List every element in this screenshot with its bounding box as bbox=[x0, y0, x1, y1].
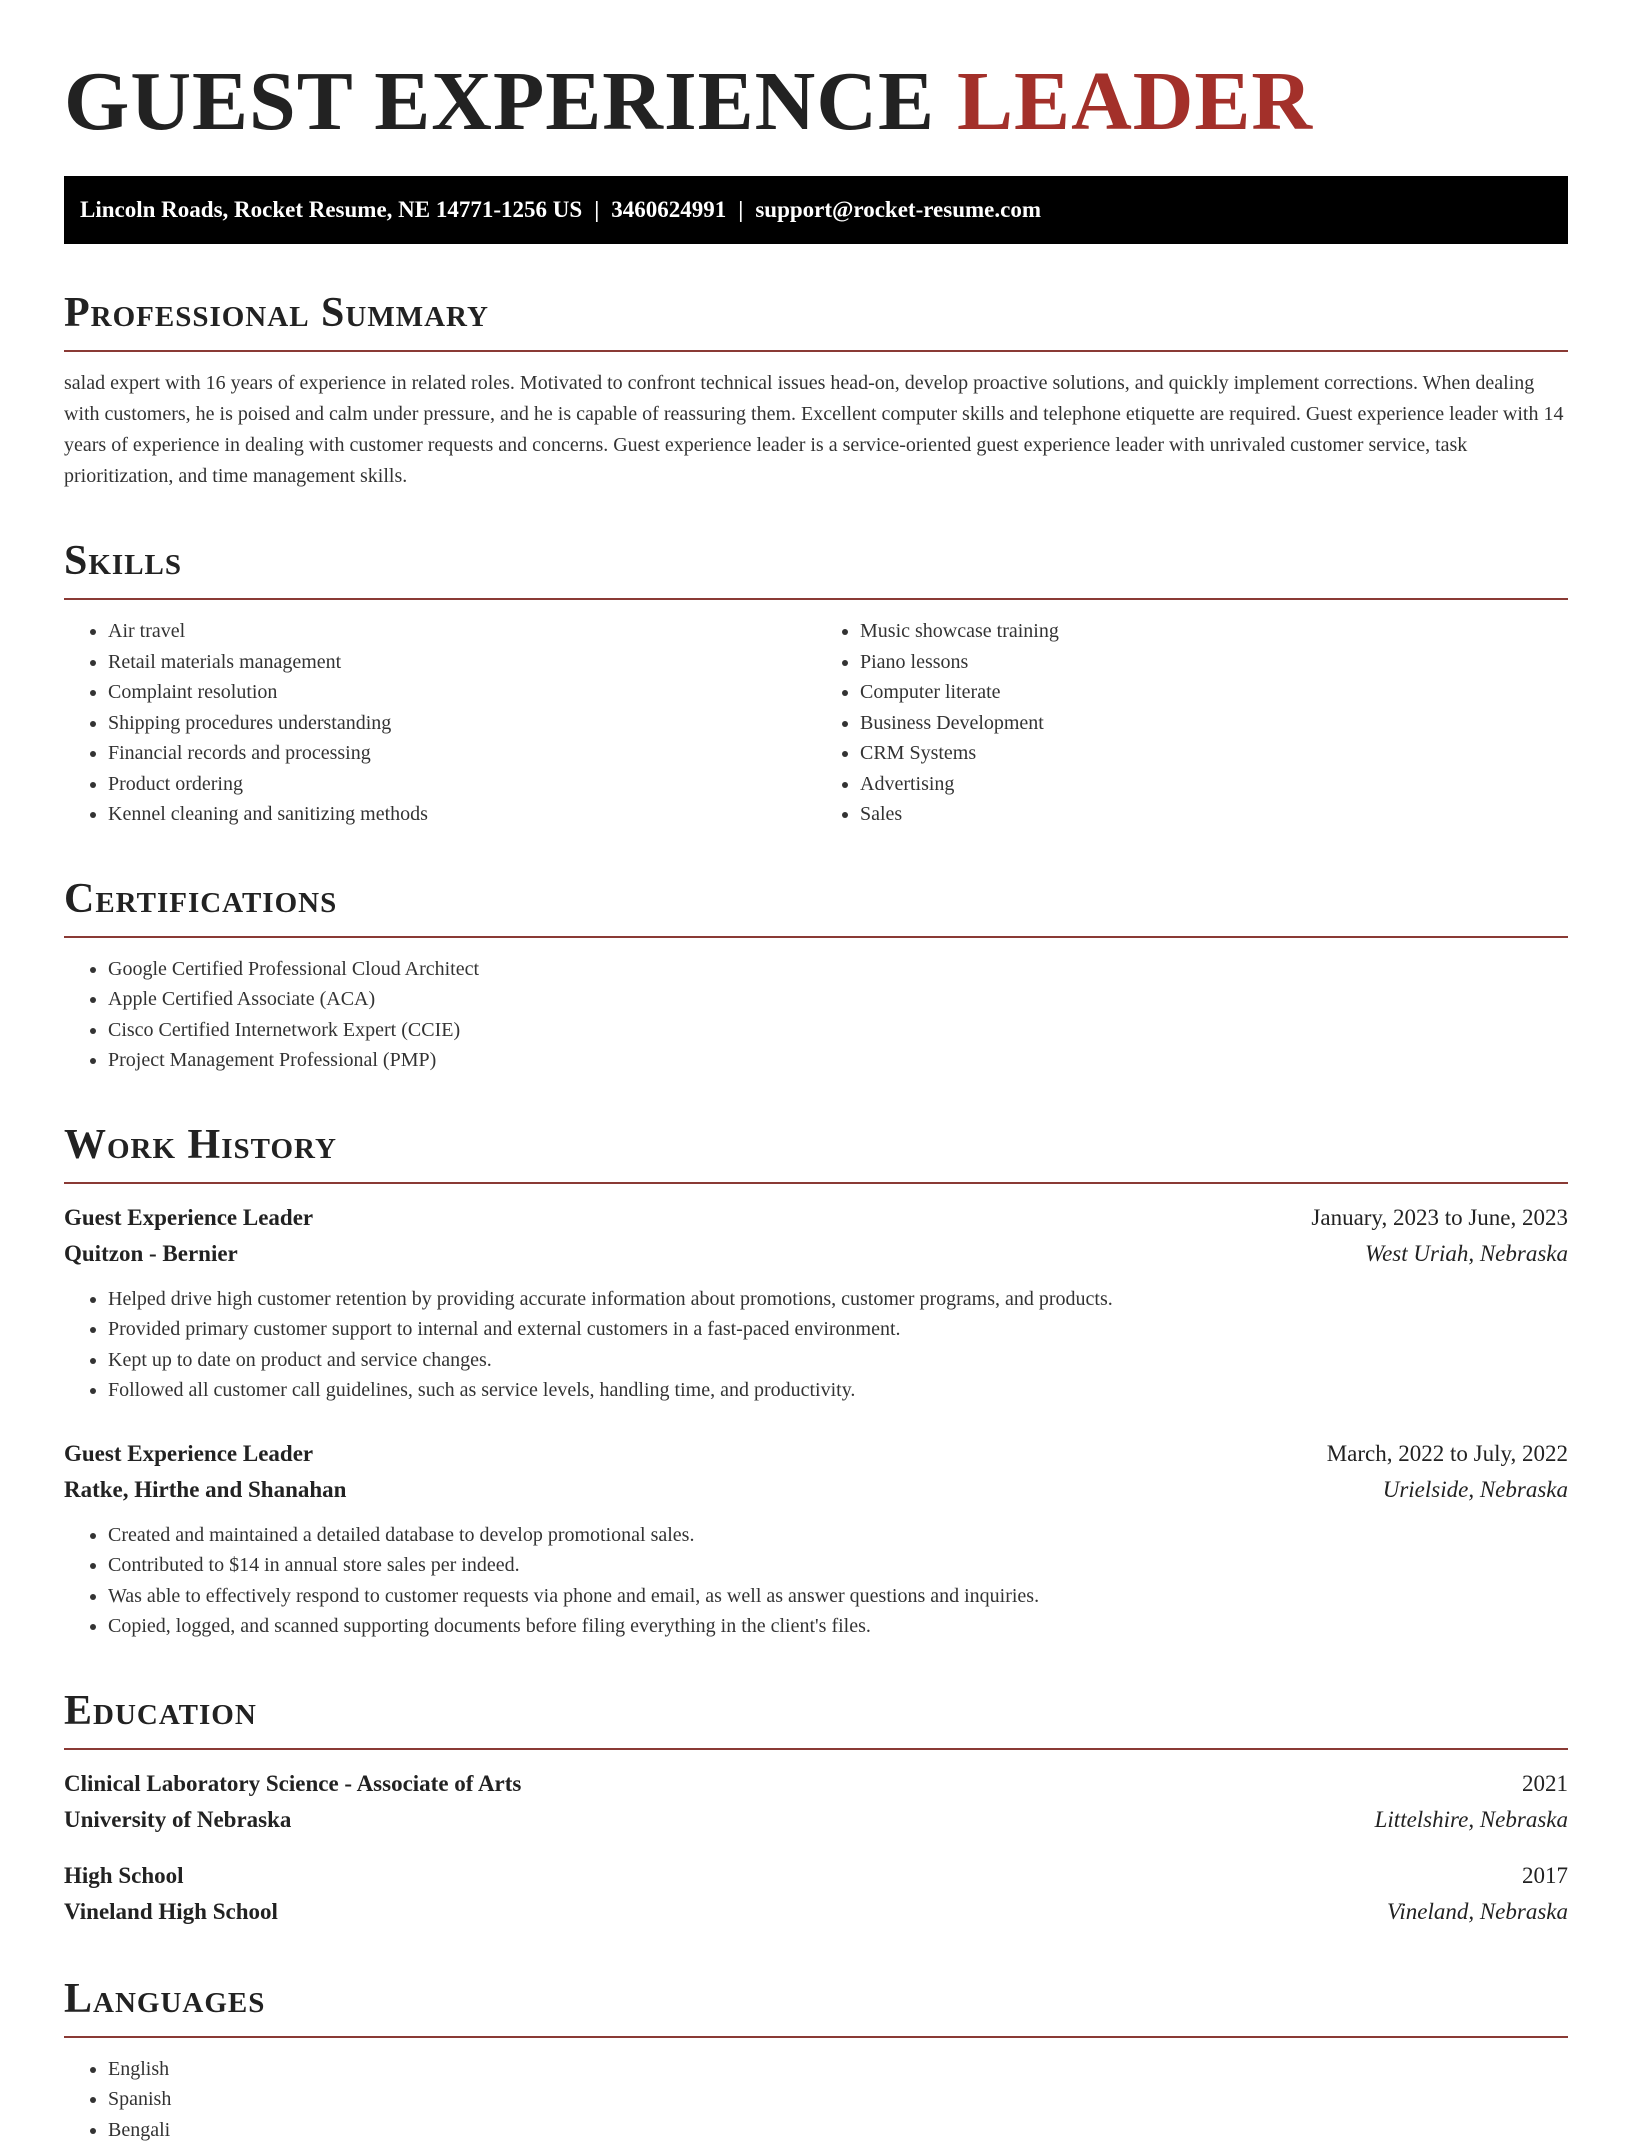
languages-list bbox=[64, 2054, 1568, 2145]
work-entry-header bbox=[64, 1436, 1568, 1472]
certification-item: • Cisco Certified Internetwork Expert (CCIE) bbox=[108, 1015, 1568, 1046]
skill-item: • Sales bbox=[860, 799, 1568, 830]
language-item: • Bengali bbox=[108, 2115, 1568, 2145]
certifications-section bbox=[64, 874, 1568, 1076]
job-location: West Uriah, Nebraska bbox=[1365, 1236, 1568, 1272]
skill-item: • Shipping procedures understanding bbox=[108, 708, 816, 739]
section-divider bbox=[64, 1182, 1568, 1184]
job-bullet: • Copied, logged, and scanned supporting documents before filing everything in the client's files. bbox=[108, 1611, 1568, 1642]
section-title-summary: Professional Summary bbox=[64, 288, 1568, 338]
school-name: Vineland High School bbox=[64, 1894, 278, 1930]
company-name: Ratke, Hirthe and Shanahan bbox=[64, 1472, 346, 1508]
job-bullet: • Followed all customer call guidelines, such as service levels, handling time, and productivity. bbox=[108, 1375, 1568, 1406]
graduation-year: 2017 bbox=[1522, 1858, 1568, 1894]
education-section bbox=[64, 1686, 1568, 1930]
certification-item: • Google Certified Professional Cloud Architect bbox=[108, 954, 1568, 985]
education-entry bbox=[64, 1858, 1568, 1930]
job-title: Guest Experience Leader bbox=[64, 1436, 313, 1472]
section-divider bbox=[64, 1748, 1568, 1750]
section-divider bbox=[64, 598, 1568, 600]
skill-item: • Complaint resolution bbox=[108, 677, 816, 708]
summary-text: salad expert with 16 years of experience in related roles. Motivated to confront technical issues head-on, develop proactive solutions, and quickly implement corrections. When dealing with customers, he is poised and calm under pressure, and he is capable of reassuring them. Excellent computer skills and telephone etiquette are required. Guest experience leader with 14 years of experience in dealing with customer requests and concerns. Guest experience leader is a service-oriented guest experience leader with unrivaled customer service, task prioritization, and time management skills. bbox=[64, 368, 1568, 492]
job-bullet: • Created and maintained a detailed database to develop promotional sales. bbox=[108, 1520, 1568, 1551]
degree-name: High School bbox=[64, 1858, 184, 1894]
education-entry-subheader bbox=[64, 1894, 1568, 1930]
certification-item: • Apple Certified Associate (ACA) bbox=[108, 984, 1568, 1015]
contact-address: Lincoln Roads, Rocket Resume, NE 14771-1256 US bbox=[80, 197, 582, 222]
language-item: • English bbox=[108, 2054, 1568, 2085]
company-name: Quitzon - Bernier bbox=[64, 1236, 238, 1272]
job-dates: January, 2023 to June, 2023 bbox=[1311, 1200, 1568, 1236]
degree-name: Clinical Laboratory Science - Associate of Arts bbox=[64, 1766, 521, 1802]
section-title-work: Work History bbox=[64, 1120, 1568, 1170]
title-accent: LEADER bbox=[957, 55, 1313, 148]
work-entry bbox=[64, 1200, 1568, 1406]
section-title-education: Education bbox=[64, 1686, 1568, 1736]
section-title-languages: Languages bbox=[64, 1974, 1568, 2024]
section-divider bbox=[64, 936, 1568, 938]
skill-item: • Music showcase training bbox=[860, 616, 1568, 647]
skill-item: • Computer literate bbox=[860, 677, 1568, 708]
job-dates: March, 2022 to July, 2022 bbox=[1327, 1436, 1568, 1472]
resume-page bbox=[64, 0, 1568, 2145]
skill-item: • Air travel bbox=[108, 616, 816, 647]
skill-item: • Kennel cleaning and sanitizing methods bbox=[108, 799, 816, 830]
skill-item: • Financial records and processing bbox=[108, 738, 816, 769]
skill-item: • Business Development bbox=[860, 708, 1568, 739]
section-title-skills: Skills bbox=[64, 536, 1568, 586]
skill-item: • Retail materials management bbox=[108, 647, 816, 678]
skills-list-right bbox=[816, 616, 1568, 830]
work-entry-subheader bbox=[64, 1236, 1568, 1272]
school-location: Littelshire, Nebraska bbox=[1375, 1802, 1568, 1838]
education-entry-header bbox=[64, 1858, 1568, 1894]
section-divider bbox=[64, 350, 1568, 352]
summary-section bbox=[64, 288, 1568, 492]
skills-list-left bbox=[64, 616, 816, 830]
title-main: GUEST EXPERIENCE bbox=[64, 55, 935, 148]
skill-item: • Piano lessons bbox=[860, 647, 1568, 678]
languages-section bbox=[64, 1974, 1568, 2145]
work-entry-subheader bbox=[64, 1472, 1568, 1508]
certifications-list bbox=[64, 954, 1568, 1076]
skill-item: • Product ordering bbox=[108, 769, 816, 800]
resume-title bbox=[64, 0, 1568, 148]
job-title: Guest Experience Leader bbox=[64, 1200, 313, 1236]
education-entry-header bbox=[64, 1766, 1568, 1802]
skills-grid bbox=[64, 616, 1568, 830]
work-entry-header bbox=[64, 1200, 1568, 1236]
education-entry bbox=[64, 1766, 1568, 1838]
job-bullet: • Provided primary customer support to internal and external customers in a fast-paced environment. bbox=[108, 1314, 1568, 1345]
certification-item: • Project Management Professional (PMP) bbox=[108, 1045, 1568, 1076]
skill-item: • Advertising bbox=[860, 769, 1568, 800]
skills-section bbox=[64, 536, 1568, 830]
school-name: University of Nebraska bbox=[64, 1802, 291, 1838]
education-entry-subheader bbox=[64, 1802, 1568, 1838]
job-location: Urielside, Nebraska bbox=[1383, 1472, 1568, 1508]
section-title-certifications: Certifications bbox=[64, 874, 1568, 924]
job-bullets bbox=[64, 1284, 1568, 1406]
graduation-year: 2021 bbox=[1522, 1766, 1568, 1802]
skill-item: • CRM Systems bbox=[860, 738, 1568, 769]
work-entry bbox=[64, 1436, 1568, 1642]
job-bullet: • Kept up to date on product and service changes. bbox=[108, 1345, 1568, 1376]
work-history-section bbox=[64, 1120, 1568, 1642]
contact-phone: 3460624991 bbox=[611, 197, 726, 222]
section-divider bbox=[64, 2036, 1568, 2038]
contact-bar bbox=[64, 176, 1568, 244]
contact-email: support@rocket-resume.com bbox=[755, 197, 1041, 222]
job-bullets bbox=[64, 1520, 1568, 1642]
job-bullet: • Was able to effectively respond to customer requests via phone and email, as well as answer questions and inquiries. bbox=[108, 1581, 1568, 1612]
school-location: Vineland, Nebraska bbox=[1387, 1894, 1568, 1930]
language-item: • Spanish bbox=[108, 2084, 1568, 2115]
contact-separator: | bbox=[726, 197, 755, 222]
job-bullet: • Helped drive high customer retention by providing accurate information about promotions, customer programs, and products. bbox=[108, 1284, 1568, 1315]
job-bullet: • Contributed to $14 in annual store sales per indeed. bbox=[108, 1550, 1568, 1581]
contact-separator: | bbox=[582, 197, 611, 222]
